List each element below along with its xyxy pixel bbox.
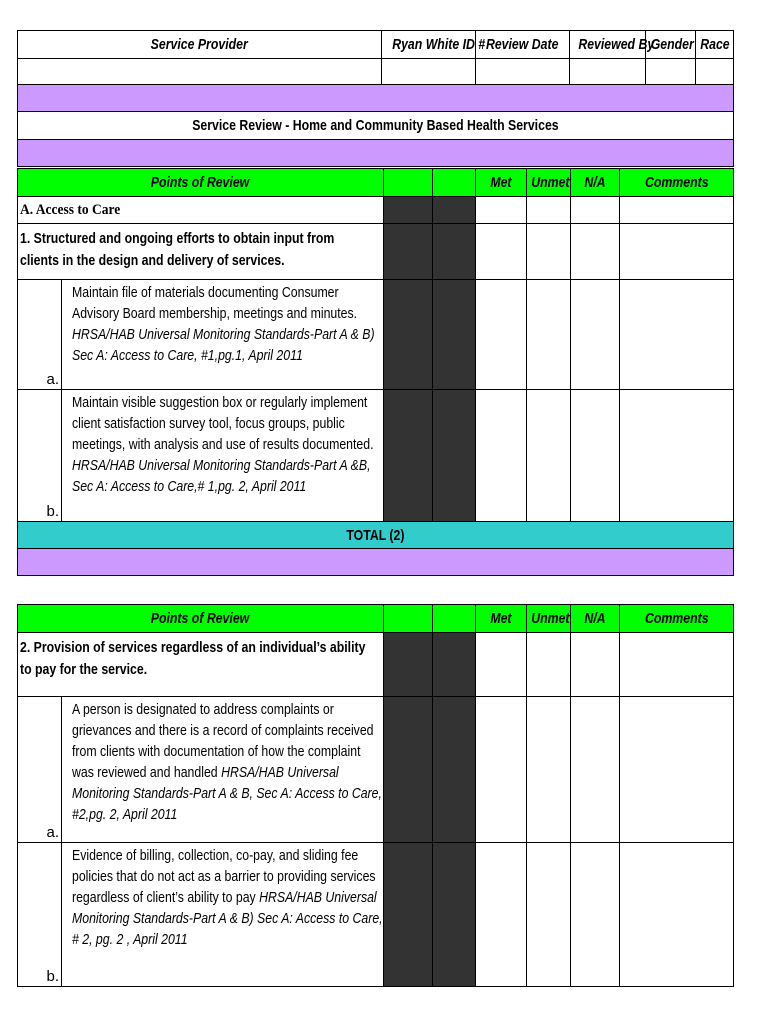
ryan-white-id-header: Ryan White ID # — [382, 31, 476, 59]
total-label: TOTAL (2) — [18, 522, 734, 549]
comments-cell[interactable] — [620, 697, 734, 843]
reviewed-by-field[interactable] — [570, 59, 646, 85]
na-header: N/A — [571, 169, 620, 197]
met-cell[interactable] — [476, 633, 527, 697]
question-1: 1. Structured and ongoing efforts to obtain input from clients in the design and delivery of services. — [18, 224, 384, 280]
na-cell[interactable] — [571, 697, 620, 843]
review-date-header: Review Date — [476, 31, 570, 59]
met-cell[interactable] — [476, 390, 527, 522]
question-row — [18, 633, 734, 697]
comments-cell[interactable] — [620, 390, 734, 522]
item-description: Maintain visible suggestion box or regularly implement client satisfaction survey tool, focus groups, public meetings, with analysis and use of results documented. HRSA/HAB Universal Monitoring Standards-Part A &B, Sec A: Access to Care,# 1,pg. 2, April 2011 — [62, 390, 384, 522]
comments-header: Comments — [620, 169, 734, 197]
blank-header — [384, 169, 433, 197]
points-of-review-header: Points of Review — [18, 169, 384, 197]
item-letter: b. — [18, 843, 62, 987]
item-letter: a. — [18, 697, 62, 843]
met-cell[interactable] — [476, 224, 527, 280]
review-item-row — [18, 843, 734, 987]
unmet-cell[interactable] — [527, 280, 571, 390]
service-provider-field[interactable] — [18, 59, 382, 85]
provider-input-row — [18, 59, 734, 85]
total-row — [18, 522, 734, 549]
unmet-cell[interactable] — [527, 224, 571, 280]
provider-info-table — [17, 30, 734, 167]
blank-header — [433, 605, 476, 633]
ryan-white-id-field[interactable] — [382, 59, 476, 85]
reviewed-by-header: Reviewed By — [570, 31, 646, 59]
comments-cell[interactable] — [620, 843, 734, 987]
unmet-header: Unmet — [527, 605, 571, 633]
review-item-row — [18, 280, 734, 390]
race-field[interactable] — [696, 59, 734, 85]
question-row — [18, 224, 734, 280]
review-table-1 — [17, 168, 734, 576]
blank-header — [384, 605, 433, 633]
comments-cell[interactable] — [620, 224, 734, 280]
met-cell[interactable] — [476, 843, 527, 987]
race-header: Race — [696, 31, 734, 59]
comments-cell[interactable] — [620, 633, 734, 697]
purple-divider — [18, 549, 734, 576]
points-of-review-header: Points of Review — [18, 605, 384, 633]
item-description: Maintain file of materials documenting Consumer Advisory Board membership, meetings and minutes. HRSA/HAB Universal Monitoring Standards-Part A & B) Sec A: Access to Care, #1,pg.1, April 2011 — [62, 280, 384, 390]
comments-cell[interactable] — [620, 280, 734, 390]
na-cell[interactable] — [571, 633, 620, 697]
na-cell[interactable] — [571, 843, 620, 987]
item-description: Evidence of billing, collection, co-pay, and sliding fee policies that do not act as a barrier to providing services regardless of client’s ability to pay HRSA/HAB Universal Monitoring Standards-Part A & B) Sec A: Access to Care, # 2, pg. 2 , April 2011 — [62, 843, 384, 987]
review-header-row — [18, 605, 734, 633]
met-cell[interactable] — [476, 697, 527, 843]
service-provider-header: Service Provider — [18, 31, 382, 59]
unmet-cell[interactable] — [527, 633, 571, 697]
item-letter: a. — [18, 280, 62, 390]
gender-header: Gender — [646, 31, 696, 59]
gender-field[interactable] — [646, 59, 696, 85]
review-date-field[interactable] — [476, 59, 570, 85]
section-a-title: A. Access to Care — [18, 197, 384, 224]
question-2: 2. Provision of services regardless of an individual’s ability to pay for the service. — [18, 633, 384, 697]
met-header: Met — [476, 169, 527, 197]
met-header: Met — [476, 605, 527, 633]
section-title-row — [18, 197, 734, 224]
blank-header — [433, 169, 476, 197]
review-item-row — [18, 697, 734, 843]
unmet-header: Unmet — [527, 169, 571, 197]
met-cell[interactable] — [476, 280, 527, 390]
na-cell[interactable] — [571, 280, 620, 390]
item-letter: b. — [18, 390, 62, 522]
form-title: Service Review - Home and Community Based Health Services — [18, 112, 734, 140]
item-description: A person is designated to address complaints or grievances and there is a record of complaints received from clients with documentation of how the complaint was reviewed and handled HRSA/HAB Universal Monitoring Standards-Part A & B, Sec A: Access to Care, #2,pg. 2, April 2011 — [62, 697, 384, 843]
review-table-2 — [17, 604, 734, 987]
purple-divider — [18, 85, 734, 112]
na-cell[interactable] — [571, 224, 620, 280]
unmet-cell[interactable] — [527, 843, 571, 987]
review-item-row — [18, 390, 734, 522]
review-header-row — [18, 169, 734, 197]
na-header: N/A — [571, 605, 620, 633]
unmet-cell[interactable] — [527, 697, 571, 843]
comments-header: Comments — [620, 605, 734, 633]
provider-header-row — [18, 31, 734, 59]
na-cell[interactable] — [571, 390, 620, 522]
unmet-cell[interactable] — [527, 390, 571, 522]
purple-divider — [18, 140, 734, 167]
